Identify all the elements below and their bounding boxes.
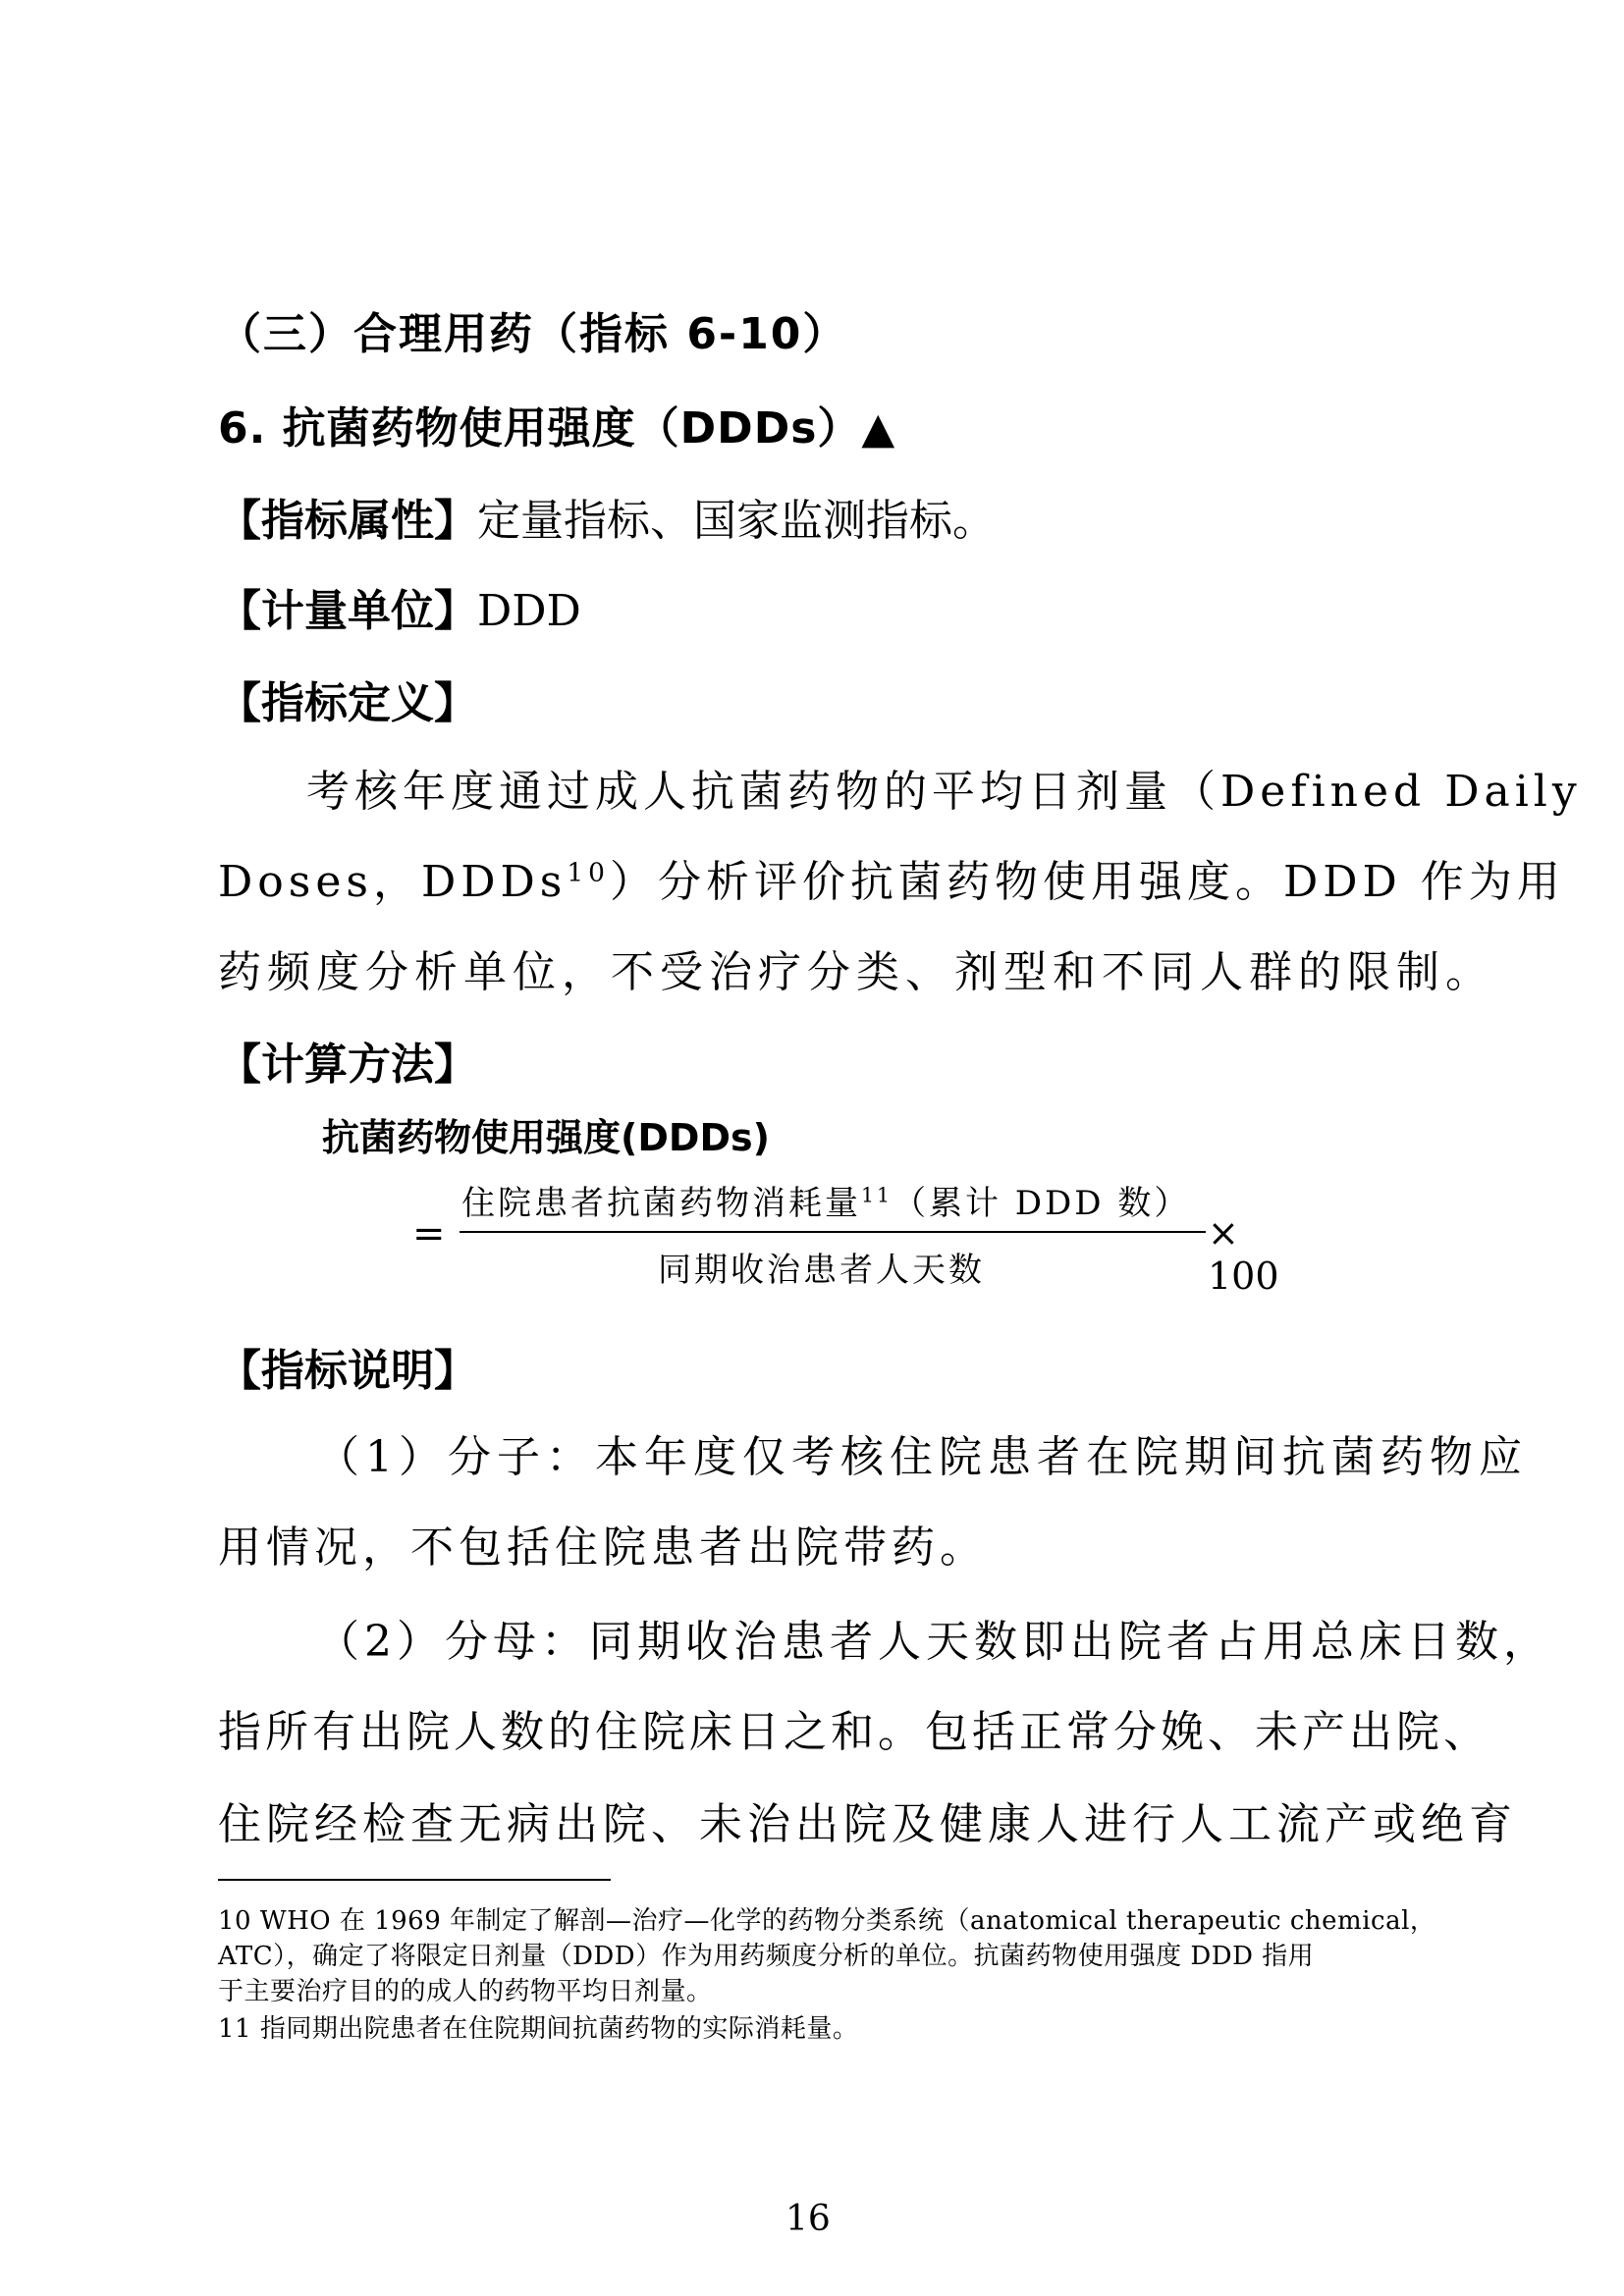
formula-numerator: [461, 1176, 1190, 1224]
definition-line-2: [218, 846, 1565, 909]
notes-line-1: （1）分子：本年度仅考核住院患者在院期间抗菌药物应: [316, 1432, 1528, 1482]
definition-line-3: 药频度分析单位，不受治疗分类、剂型和不同人群的限制。: [218, 947, 1494, 997]
definition-line-2-post: ）分析评价抗菌药物使用强度。DDD 作为用: [609, 857, 1565, 907]
definition-line-2-pre: Doses，DDDs: [218, 857, 568, 907]
attribute-row: [218, 485, 996, 548]
calculation-label: 【计算方法】: [218, 1040, 477, 1090]
definition-line-1: 考核年度通过成人抗菌药物的平均日剂量（Defined Daily: [306, 767, 1582, 817]
formula-fraction: [412, 1176, 1316, 1298]
notes-line-4: 指所有出院人数的住院床日之和。包括正常分娩、未产出院、: [218, 1707, 1490, 1757]
notes-line-3: （2）分母：同期收治患者人天数即出院者占用总床日数，: [316, 1617, 1551, 1667]
definition-label: 【指标定义】: [218, 678, 477, 728]
unit-label: 【计量单位】: [218, 586, 477, 636]
footnote-10-line-1: 10 WHO 在 1969 年制定了解剖—治疗—化学的药物分类系统（anatomical therapeutic chemical，: [218, 1906, 1436, 1936]
section-heading: （三）合理用药（指标 6-10）: [218, 309, 848, 359]
page-number: 16: [785, 2199, 831, 2239]
footnote-10-line-2: ATC），确定了将限定日剂量（DDD）作为用药频度分析的单位。抗菌药物使用强度 DDD 指用: [218, 1942, 1315, 1971]
unit-value: DDD: [477, 586, 581, 636]
notes-label: 【指标说明】: [218, 1346, 477, 1396]
fraction-bar: [460, 1231, 1206, 1233]
footnote-ref-10: 10: [567, 857, 610, 888]
footnote-11: 11 指同期出院患者在住院期间抗菌药物的实际消耗量。: [218, 2014, 859, 2044]
notes-line-5: 住院经检查无病出院、未治出院及健康人进行人工流产或绝育: [218, 1799, 1517, 1849]
formula-multiplier: × 100: [1208, 1211, 1279, 1298]
indicator-title: 6. 抗菌药物使用强度（DDDs）▲: [218, 403, 896, 454]
footnote-10-line-3: 于主要治疗目的的成人的药物平均日剂量。: [218, 1977, 713, 2006]
formula-name: 抗菌药物使用强度(DDDs): [322, 1116, 770, 1159]
attribute-label: 【指标属性】: [218, 496, 477, 546]
unit-row: [218, 575, 581, 638]
numerator-post: （累计 DDD 数）: [892, 1184, 1191, 1223]
formula-denominator: 同期收治患者人天数: [658, 1251, 985, 1290]
numerator-pre: 住院患者抗菌药物消耗量: [461, 1184, 861, 1223]
notes-line-2: 用情况，不包括住院患者出院带药。: [218, 1522, 988, 1573]
footnote-ref-11: 11: [861, 1183, 893, 1207]
footnote-separator: [218, 1879, 611, 1881]
equals-sign: =: [412, 1211, 446, 1256]
attribute-value: 定量指标、国家监测指标。: [477, 496, 996, 546]
